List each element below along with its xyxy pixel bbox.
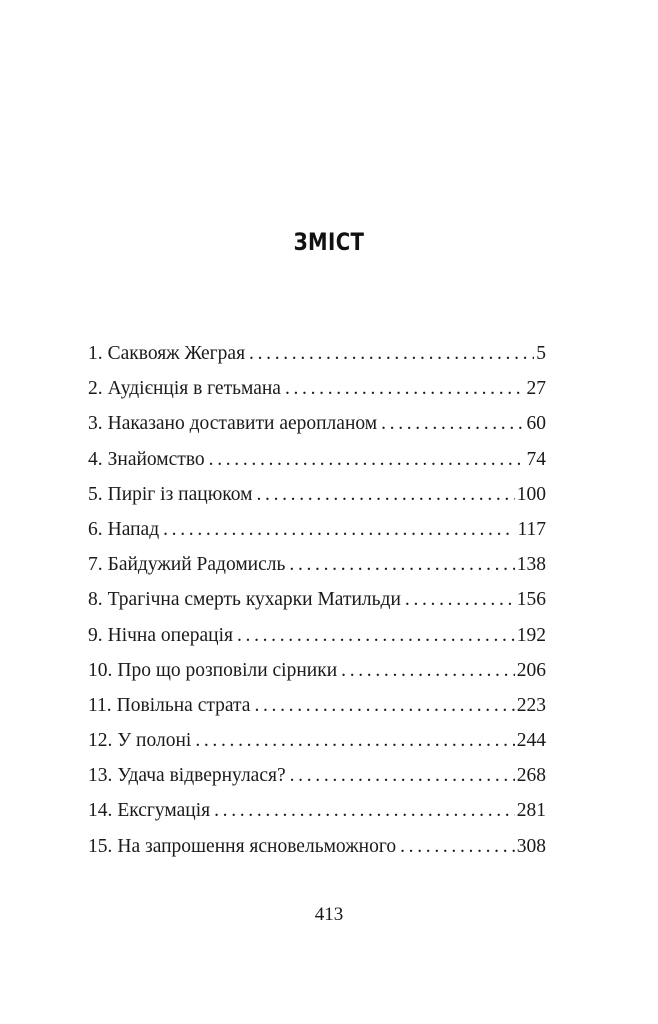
dot-leader	[256, 477, 514, 512]
toc-entry-number: 3.	[88, 413, 103, 435]
toc-entry-number: 4.	[88, 448, 103, 470]
toc-entry	[88, 758, 546, 793]
toc-entry	[88, 477, 546, 512]
toc-entry-page: 268	[516, 765, 546, 787]
toc-entry-number: 10.	[88, 659, 113, 681]
toc-entry-number: 2.	[88, 378, 103, 400]
toc-entry-title: Нічна операція	[107, 624, 233, 646]
dot-leader	[195, 723, 514, 758]
dot-leader	[290, 758, 515, 793]
toc-entry	[88, 829, 546, 864]
toc-entry	[88, 582, 546, 617]
toc-entry-number: 13.	[88, 765, 113, 787]
toc-entry-number: 8.	[88, 589, 103, 611]
toc-entry-title: Саквояж Жеграя	[107, 343, 246, 364]
dot-leader	[214, 793, 515, 828]
toc-entry-number: 1.	[88, 343, 103, 364]
toc-entry	[88, 371, 546, 406]
toc-entry-title: Повільна страта	[116, 694, 251, 716]
toc-entry	[88, 688, 546, 723]
toc-entry-title: Ексгумація	[117, 800, 211, 822]
toc-entry-number: 9.	[88, 624, 103, 646]
dot-leader	[209, 442, 525, 477]
toc-entry-page: 223	[516, 694, 546, 716]
toc-entry-title: Напад	[107, 518, 160, 540]
toc-entry-number: 14.	[88, 800, 113, 822]
toc-entry	[88, 793, 546, 828]
page-number: 413	[314, 904, 344, 925]
toc-entry-page: 206	[516, 659, 546, 681]
dot-leader	[237, 618, 515, 653]
toc-entry-page: 156	[516, 589, 546, 611]
toc-entry-page: 60	[526, 413, 546, 435]
dot-leader	[400, 829, 515, 864]
toc-entry	[88, 442, 546, 477]
toc-entry-page: 117	[517, 518, 546, 540]
toc-entry	[88, 512, 546, 547]
toc-entry	[88, 547, 546, 582]
toc-entry-page: 27	[526, 378, 546, 400]
toc-entry-number: 6.	[88, 518, 103, 540]
toc-entry-title: Удача відвернулася?	[117, 765, 286, 787]
dot-leader	[249, 336, 534, 371]
toc-entry-number: 7.	[88, 554, 103, 576]
toc-entry-title: Аудієнція в гетьмана	[107, 378, 281, 400]
dot-leader	[254, 688, 514, 723]
toc-entry-number: 12.	[88, 730, 113, 752]
toc-entry-page: 5	[536, 343, 546, 364]
dot-leader	[405, 582, 515, 617]
toc-entry-title: Наказано доставити аеропланом	[107, 413, 378, 435]
toc-entry-number: 15.	[88, 835, 113, 857]
toc-entry-page: 244	[516, 730, 546, 752]
dot-leader	[341, 653, 515, 688]
toc-entry-title: Байдужий Радомисль	[107, 554, 286, 576]
dot-leader	[381, 406, 524, 441]
toc-entry	[88, 406, 546, 441]
toc-entry-page: 192	[516, 624, 546, 646]
toc-entry-page: 100	[516, 483, 546, 505]
toc-entry-title: У полоні	[117, 730, 192, 752]
dot-leader	[285, 371, 525, 406]
page-title: ЗМІСТ	[293, 228, 365, 256]
toc-entry-title: На запрошення ясновельможного	[117, 835, 397, 857]
toc-entry	[88, 653, 546, 688]
toc-entry-number: 5.	[88, 483, 103, 505]
dot-leader	[163, 512, 515, 547]
toc-entry-title: Пиріг із пацюком	[107, 483, 253, 505]
toc-entry-number: 11.	[88, 694, 112, 716]
toc-entry-title: Трагічна смерть кухарки Матильди	[107, 589, 401, 611]
toc-entry-page: 281	[516, 800, 546, 822]
toc-entry	[88, 723, 546, 758]
toc-entry-page: 74	[526, 448, 546, 470]
toc-entry-page: 138	[516, 554, 546, 576]
toc-entry	[88, 336, 546, 371]
toc-entry-title: Про що розповіли сірники	[117, 659, 338, 681]
dot-leader	[289, 547, 514, 582]
toc-entry-title: Знайомство	[107, 448, 205, 470]
table-of-contents	[88, 336, 546, 864]
toc-entry-page: 308	[516, 835, 546, 857]
toc-entry	[88, 618, 546, 653]
